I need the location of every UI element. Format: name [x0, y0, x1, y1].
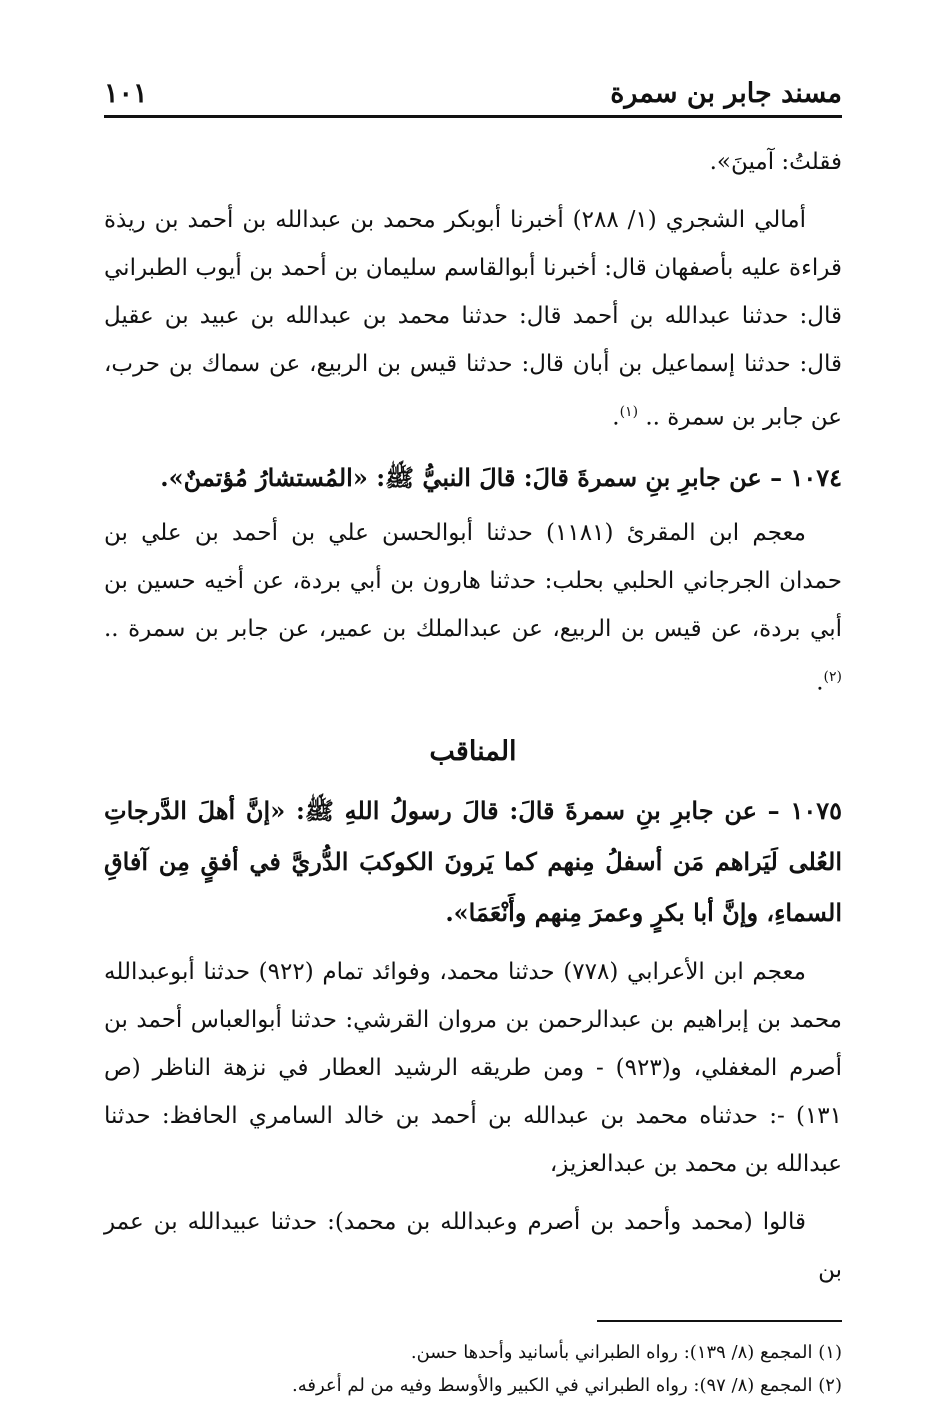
running-title: مسند جابر بن سمرة — [610, 78, 842, 109]
footnote-ref: (١) — [619, 404, 639, 420]
footnote-ref: (٢) — [823, 668, 842, 685]
footnotes — [104, 1336, 842, 1402]
paragraph-source-muqri: معجم ابن المقرئ (١١٨١) حدثنا أبوالحسن علي بن أحمد بن علي بن حمدان الجرجاني الحلبي بحلب: حدثنا هارون بن أبي بردة، عن أخيه حسين بن أبي بردة، عن قيس بن الربيع، عن عبدالملك بن عمير، عن جابر بن سمرة .. $^{(٢)}$. — [104, 519, 842, 696]
paragraph-closing-quote: فقلتُ: آمينَ». — [709, 149, 842, 175]
page-body — [104, 138, 842, 1294]
footnote-2: (٢) المجمع (٨/ ٩٧): رواه الطبراني في الكبير والأوسط وفيه من لم أعرفه. — [291, 1375, 842, 1397]
paragraph-qalu: قالوا (محمد وأحمد بن أصرم وعبدالله بن محمد): حدثنا عبيدالله بن عمر بن — [104, 1209, 842, 1284]
paragraph-source-shajari: أمالي الشجري (١/ ٢٨٨) أخبرنا أبوبكر محمد بن عبدالله بن أحمد بن ريذة قراءة عليه بأصفهان قال: أخبرنا أبوالقاسم سليمان بن أحمد بن أيوب الطبراني قال: حدثنا عبدالله بن أحمد قال: حدثنا محمد بن عبدالله بن عبيد بن عقيل قال: حدثنا إسماعيل بن أبان قال: حدثنا قيس بن الربيع، عن سماك بن حرب، عن جابر بن سمرة .. $^{(١)}$. — [104, 207, 842, 431]
paragraph-text: معجم ابن المقرئ (١١٨١) حدثنا أبوالحسن علي بن أحمد بن علي بن حمدان الجرجاني الحلبي بحلب: حدثنا هارون بن أبي بردة، عن أخيه حسين بن أبي بردة، عن قيس بن الربيع، عن عبدالملك بن عمير، عن جابر بن سمرة .. — [104, 519, 842, 642]
footnote-separator — [597, 1320, 842, 1322]
page-number: ١٠١ — [104, 78, 148, 109]
hadith-1075: ١٠٧٥ – عن جابرِ بنِ سمرةَ قالَ: قالَ رسولُ اللهِ ﷺ: «إنَّ أهلَ الدَّرجاتِ العُلى لَيَراهم مَن أسفلُ مِنهم كما يَرونَ الكوكبَ الدُّريَّ في أفقٍ مِن آفاقِ السماءِ، وإنَّ أبا بكرٍ وعمرَ مِنهم وأَنْعَمَا». — [104, 796, 842, 928]
hadith-1074: ١٠٧٤ – عن جابرِ بنِ سمرةَ قالَ: قالَ النبيُّ ﷺ: «المُستشارُ مُؤتمنٌ». — [160, 462, 842, 492]
paragraph-source-arabi: معجم ابن الأعرابي (٧٧٨) حدثنا محمد، وفوائد تمام (٩٢٢) حدثنا أبوعبدالله محمد بن إبراهيم بن عبدالرحمن بن مروان القرشي: حدثنا أبوالعباس أحمد بن أصرم المغفلي، و(٩٢٣) - ومن طريقه الرشيد العطار في نزهة الناظر (ص ١٣١) -: حدثناه محمد بن عبدالله بن أحمد بن خالد السامري الحافظ: حدثنا عبدالله بن محمد بن عبدالعزيز، — [104, 959, 843, 1178]
footnote-1: (١) المجمع (٨/ ١٣٩): رواه الطبراني بأسانيد وأحدها حسن. — [410, 1342, 842, 1364]
page-header — [104, 78, 842, 118]
paragraph-text: أمالي الشجري (١/ ٢٨٨) أخبرنا أبوبكر محمد بن عبدالله بن أحمد بن ريذة قراءة عليه بأصفهان قال: أخبرنا أبوالقاسم سليمان بن أحمد بن أيوب الطبراني قال: حدثنا عبدالله بن أحمد قال: حدثنا محمد بن عبدالله بن عبيد بن عقيل قال: حدثنا إسماعيل بن أبان قال: حدثنا قيس بن الربيع، عن سماك بن حرب، عن جابر بن سمرة .. — [104, 207, 842, 431]
section-heading: المناقب — [429, 736, 517, 768]
